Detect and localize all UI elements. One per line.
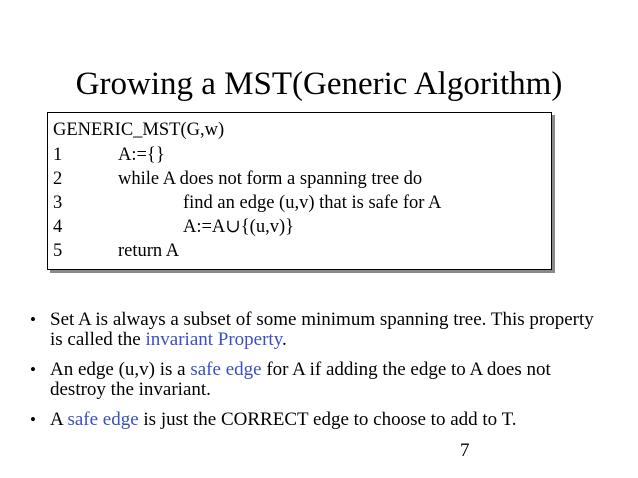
line-number: 4 [53, 217, 63, 237]
page-number: 7 [460, 440, 470, 461]
highlight-term: invariant Property [145, 329, 282, 350]
line-number: 2 [53, 169, 63, 189]
bullet-text: A [50, 409, 68, 430]
algorithm-box [47, 112, 552, 270]
line-text: A:=A∪{(u,v)} [183, 217, 294, 237]
bullet-text: Set A is always a subset of some minimum spanning tree. This property is called the [50, 309, 594, 350]
bullet-text: is just the CORRECT edge to choose to add to T. [138, 409, 517, 430]
algorithm-header: GENERIC_MST(G,w) [53, 120, 225, 140]
bullet-symbol: • [30, 360, 36, 379]
bullet-item [28, 360, 598, 400]
line-text: find an edge (u,v) that is safe for A [183, 193, 442, 213]
bullet-symbol: • [30, 410, 36, 429]
highlight-term: safe edge [190, 359, 262, 380]
bullet-list [28, 310, 598, 440]
bullet-text: for A if adding the edge to A does not destroy the invariant. [50, 359, 551, 400]
bullet-item [28, 310, 598, 350]
bullet-item [28, 410, 598, 430]
bullet-symbol: • [30, 310, 36, 329]
slide-title: Growing a MST(Generic Algorithm) [75, 66, 563, 102]
line-text: A:={} [118, 145, 165, 165]
line-number: 3 [53, 193, 63, 213]
bullet-text: An edge (u,v) is a [50, 359, 191, 380]
bullet-text: . [281, 329, 287, 350]
line-text: while A does not form a spanning tree do [118, 169, 423, 189]
line-text: return A [118, 241, 180, 261]
line-number: 1 [53, 145, 63, 165]
line-number: 5 [53, 241, 63, 261]
highlight-term: safe edge [67, 409, 139, 430]
